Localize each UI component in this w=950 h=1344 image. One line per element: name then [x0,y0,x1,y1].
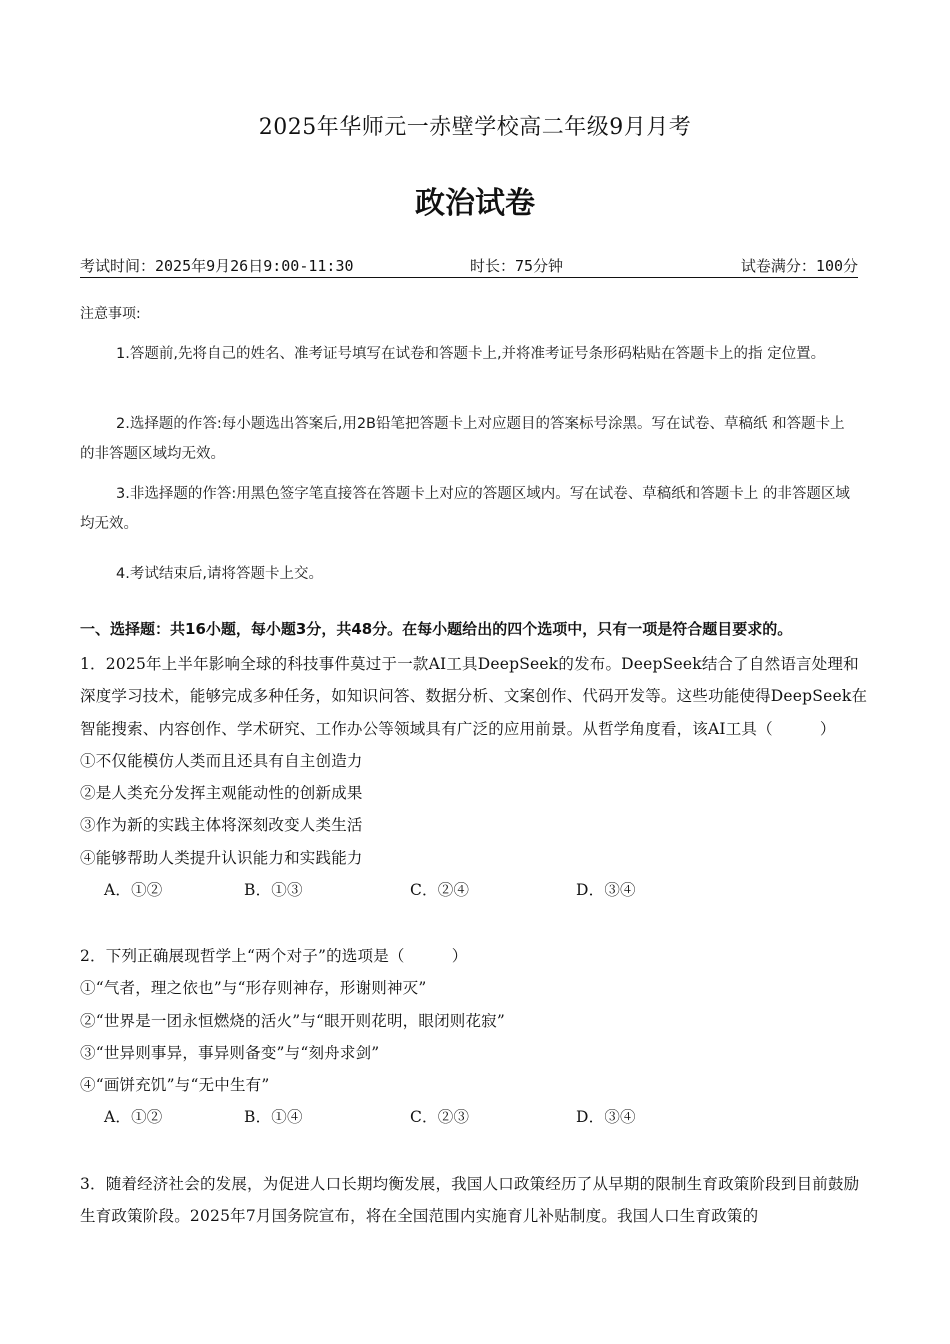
statement: ①“气者，理之依也”与“形存则神存，形谢则神灭” [80,979,427,998]
notice-item-3: 3.非选择题的作答:用黑色签字笔直接答在答题卡上对应的答题区域内。写在试卷、草稿纸和答题卡上 的非答题区域均无效。 [80,486,850,532]
notice-item-1: 1.答题前,先将自己的姓名、准考证号填写在试卷和答题卡上,并将准考证号条形码粘贴在答题卡上的指 定位置。 [116,346,826,362]
statement: ②是人类充分发挥主观能动性的创新成果 [80,784,363,803]
option-c: C．②④ [410,881,470,900]
question-stem: 3．随着经济社会的发展，为促进人口长期均衡发展，我国人口政策经历了从早期的限制生育政策阶段到目前鼓励生育政策阶段。2025年7月国务院宣布，将在全国范围内实施育儿补贴制度。我国人口生育政策的 [80,1175,860,1226]
option-b: B．①③ [244,881,303,900]
question-1 [80,648,870,906]
option-b: B．①④ [244,1108,303,1127]
option-a: A．①② [104,881,163,900]
exam-duration: 时长：75分钟 [470,257,564,275]
statement: ②“世界是一团永恒燃烧的活火”与“眼开则花明，眼闭则花寂” [80,1011,505,1030]
exam-time: 考试时间：2025年9月26日9:00-11:30 [80,257,354,275]
notice-item-4: 4.考试结束后,请将答题卡上交。 [116,566,323,582]
notice-item-2: 2.选择题的作答:每小题选出答案后,用2B铅笔把答题卡上对应题目的答案标号涂黑。写在试卷、草稿纸 和答题卡上的非答题区域均无效。 [80,416,845,462]
option-a: A．①② [104,1108,163,1127]
statement: ①不仅能模仿人类而且还具有自主创造力 [80,751,363,770]
question-2 [80,940,870,1134]
option-d: D．③④ [576,1108,636,1127]
statement: ③“世异则事异，事异则备变”与“刻舟求剑” [80,1043,380,1062]
notice-heading: 注意事项: [80,306,141,322]
question-stem: 2．下列正确展现哲学上“两个对子”的选项是（ ） [80,947,468,965]
answer-options [80,874,870,906]
question-3 [80,1168,870,1233]
statement: ④能够帮助人类提升认识能力和实践能力 [80,848,363,867]
option-c: C．②③ [410,1108,470,1127]
exam-info-bar [80,255,858,278]
option-d: D．③④ [576,881,636,900]
exam-title: 2025年华师元一赤壁学校高二年级9月月考 [258,115,692,140]
statement: ③作为新的实践主体将深刻改变人类生活 [80,816,363,835]
section-heading: 一、选择题：共16小题，每小题3分，共48分。在每小题给出的四个选项中，只有一项是符合题目要求的。 [80,620,793,638]
answer-options [80,1101,870,1133]
subject-title: 政治试卷 [415,186,535,221]
exam-full-score: 试卷满分：100分 [740,257,858,275]
statement: ④“画饼充饥”与“无中生有” [80,1076,270,1095]
question-stem: 1．2025年上半年影响全球的科技事件莫过于一款AI工具DeepSeek的发布。DeepSeek结合了自然语言处理和深度学习技术，能够完成多种任务，如知识问答、数据分析、文案创作、代码开发等。这些功能使得DeepSeek在智能搜索、内容创作、学术研究、工作办公等领域具有广泛的应用前景。从哲学角度看，该AI工具（ ） [80,655,868,738]
